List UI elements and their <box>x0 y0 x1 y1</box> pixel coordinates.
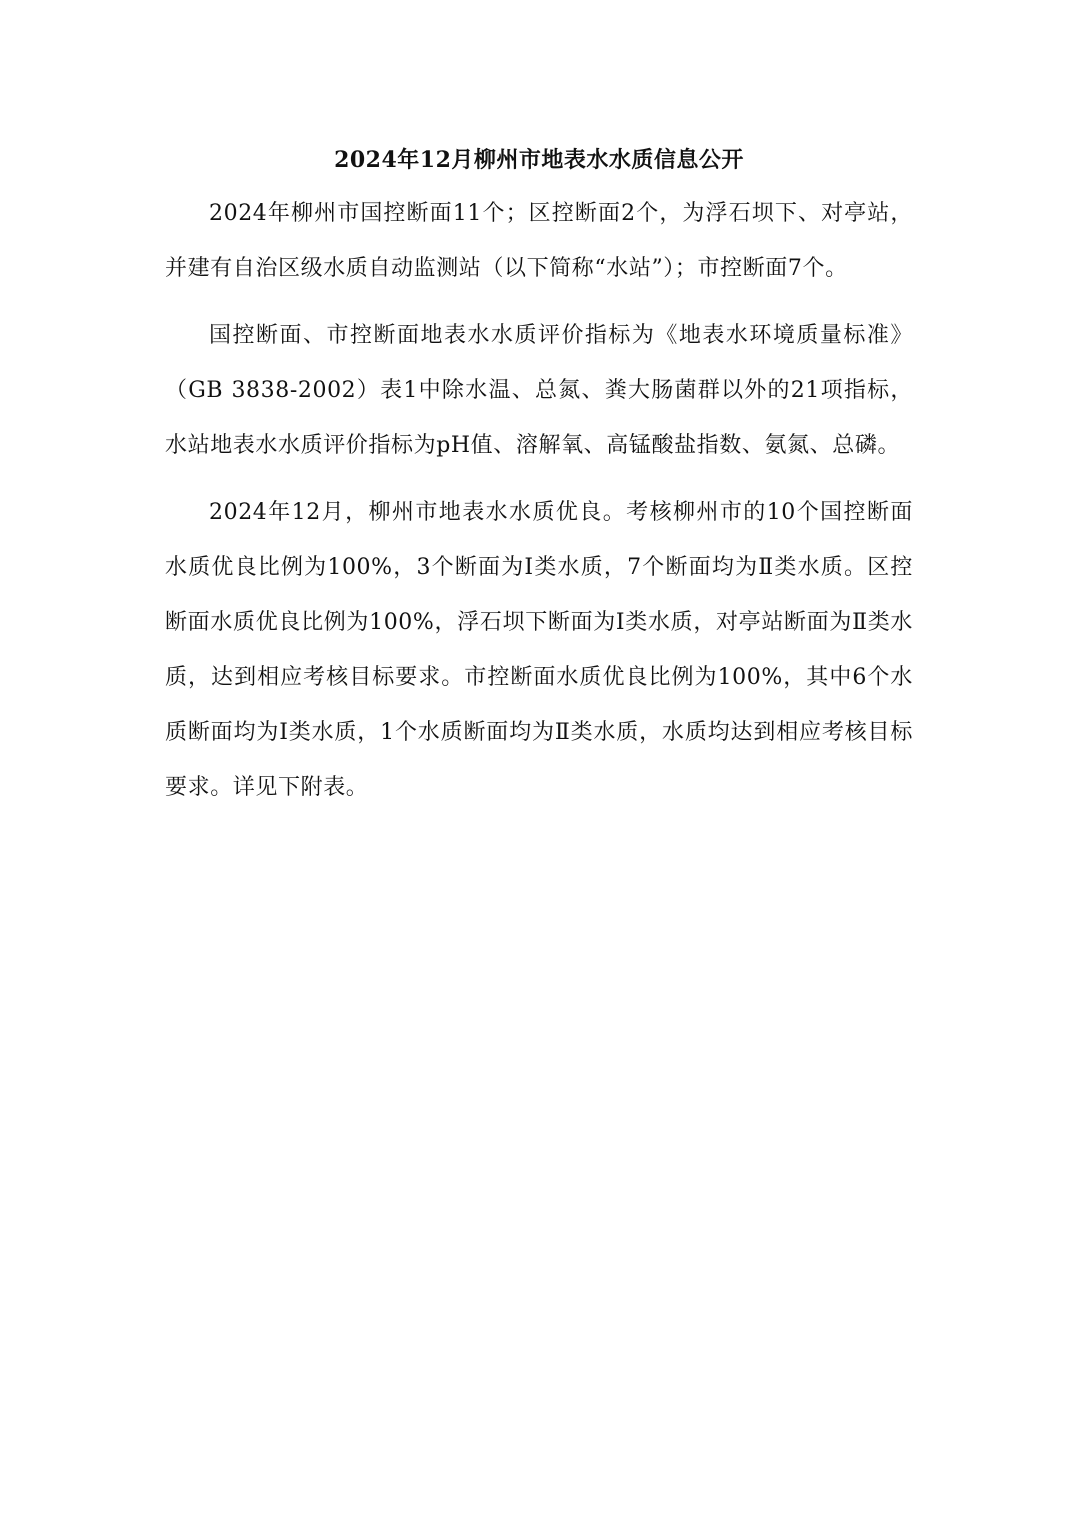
document-title: 2024年12月柳州市地表水水质信息公开 <box>334 147 744 173</box>
paragraph-indicators: 国控断面、市控断面地表水水质评价指标为《地表水环境质量标准》（GB 3838-2002）表1中除水温、总氮、粪大肠菌群以外的21项指标，水站地表水水质评价指标为pH值、溶解氧、高锰酸盐指数、氨氮、总磷。 <box>165 323 913 458</box>
paragraph-results: 2024年12月，柳州市地表水水质优良。考核柳州市的10个国控断面水质优良比例为100%，3个断面为Ⅰ类水质，7个断面均为Ⅱ类水质。区控断面水质优良比例为100%，浮石坝下断面为Ⅰ类水质，对亭站断面为Ⅱ类水质，达到相应考核目标要求。市控断面水质优良比例为100%，其中6个水质断面均为Ⅰ类水质，1个水质断面均为Ⅱ类水质，水质均达到相应考核目标要求。详见下附表。 <box>165 500 913 800</box>
document-body <box>165 140 913 827</box>
paragraph-sections: 2024年柳州市国控断面11个；区控断面2个，为浮石坝下、对亭站，并建有自治区级水质自动监测站（以下简称“水站”）；市控断面7个。 <box>165 201 913 281</box>
